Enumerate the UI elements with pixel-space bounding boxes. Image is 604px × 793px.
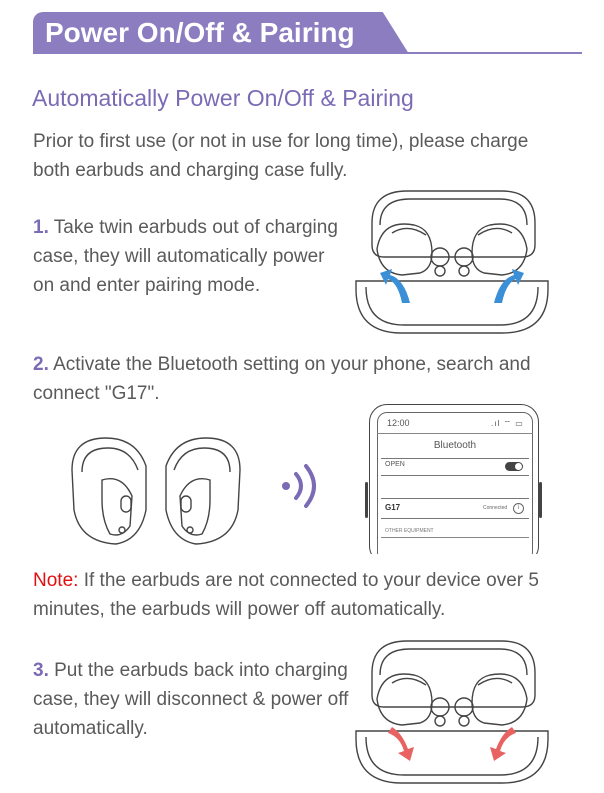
case-close-illustration (352, 633, 552, 791)
phone-side-button (365, 482, 368, 518)
earbuds-image (66, 430, 246, 560)
phone-power-button (539, 482, 542, 518)
phone-illustration (365, 404, 547, 554)
step-2-line-2: connect "G17". (33, 383, 160, 404)
step-3-text (33, 656, 368, 743)
charging-case-in-image (352, 633, 552, 791)
intro-paragraph (33, 127, 593, 185)
page-title: Power On/Off & Pairing (45, 17, 355, 48)
other-equipment-label: OTHER EQUIPMENT (385, 528, 434, 534)
red-in-arrows (388, 727, 516, 761)
device-name: G17 (385, 503, 401, 512)
phone-bluetooth-title: Bluetooth (433, 440, 477, 451)
note-line-1: If the earbuds are not connected to your device over 5 (78, 570, 539, 591)
device-row-g17[interactable] (381, 500, 529, 519)
earbuds-pair-illustration (66, 430, 246, 560)
bluetooth-open-row (381, 458, 529, 476)
step-2-number: 2. (33, 354, 49, 375)
section-subtitle: Automatically Power On/Off & Pairing (32, 85, 414, 111)
device-status: Connected (483, 505, 508, 511)
step-1-line-2: case, they will automatically power (33, 246, 325, 267)
bluetooth-spacer-row (381, 486, 529, 499)
case-open-illustration (352, 183, 552, 343)
header-rule (33, 52, 582, 54)
note-line-2: minutes, the earbuds will power off automatically. (33, 599, 446, 620)
step-3-line-1: Put the earbuds back into charging (48, 660, 348, 681)
toggle-knob (515, 463, 522, 470)
step-1-text (33, 213, 363, 300)
step-3-line-3: automatically. (33, 718, 148, 739)
step-2-line-1: Activate the Bluetooth setting on your phone, search and (48, 354, 531, 375)
bluetooth-toggle[interactable] (505, 462, 523, 471)
step-3-number: 3. (33, 660, 49, 681)
step-1-line-3: on and enter pairing mode. (33, 275, 261, 296)
wireless-signal-icon (278, 460, 326, 512)
step-1-number: 1. (33, 217, 49, 238)
step-3-line-2: case, they will disconnect & power off (33, 689, 349, 710)
phone-time: 12:00 (387, 418, 410, 428)
phone-status-icons: .ıl ⌔ ▭ (491, 419, 524, 428)
status-divider (377, 433, 533, 434)
charging-case-out-image (352, 183, 552, 343)
step-2-text (33, 350, 593, 408)
note-paragraph (33, 566, 598, 624)
info-icon[interactable]: i (513, 503, 524, 514)
blue-out-arrows (380, 269, 524, 303)
intro-line-1: Prior to first use (or not in use for long time), please charge (33, 131, 529, 152)
other-divider (381, 537, 529, 538)
open-label: OPEN (385, 461, 405, 468)
intro-line-2: both earbuds and charging case fully. (33, 160, 348, 181)
step-1-line-1: Take twin earbuds out of charging (48, 217, 338, 238)
note-label: Note: (33, 570, 79, 591)
